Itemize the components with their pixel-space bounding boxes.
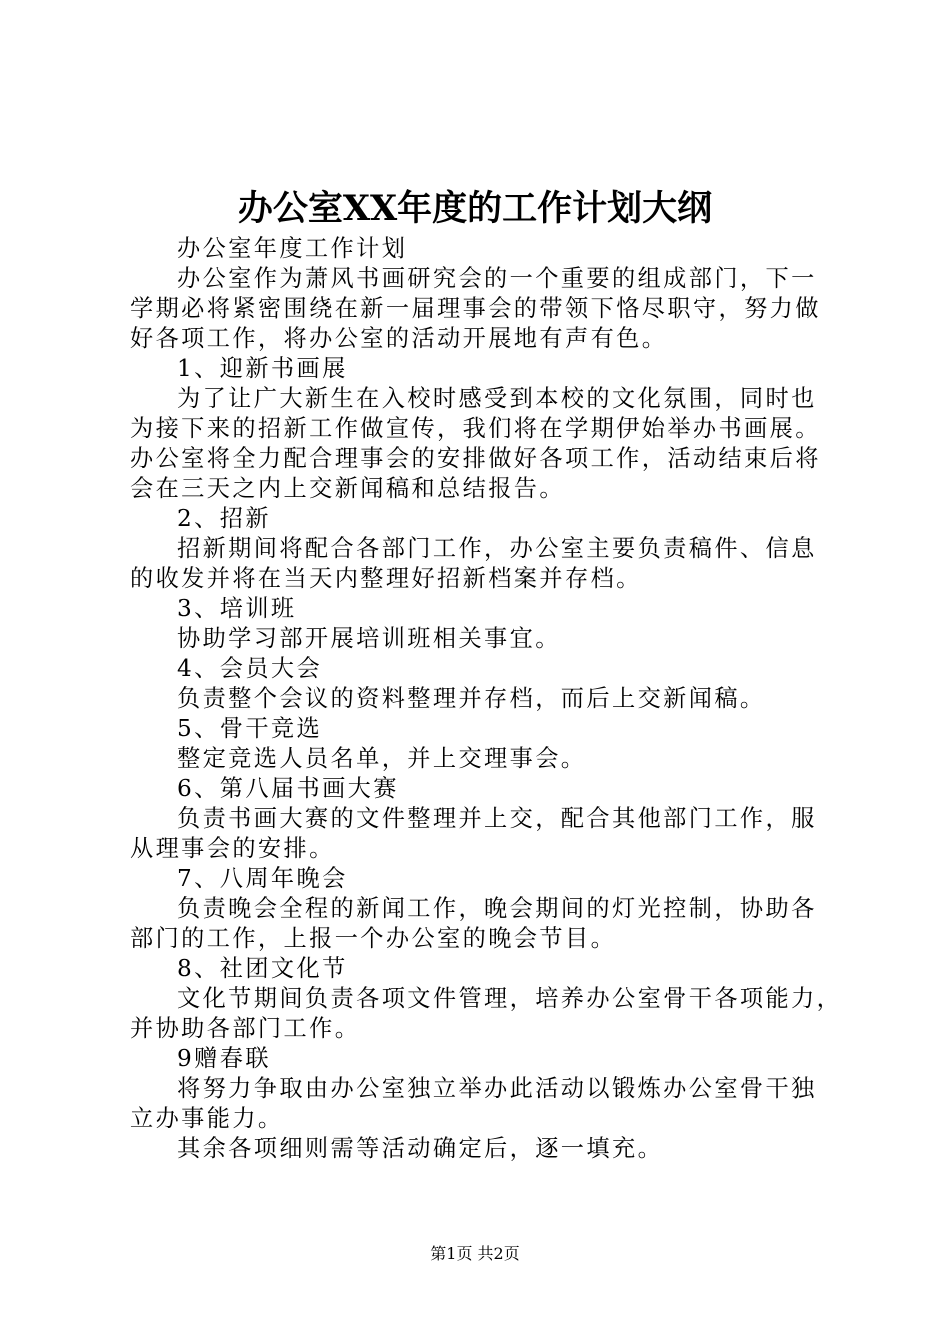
body-line: 立办事能力。 xyxy=(130,1105,284,1132)
body-line: 从理事会的安排。 xyxy=(130,835,335,862)
body-line: 办公室年度工作计划 xyxy=(177,235,408,262)
section-heading: 2、招新 xyxy=(177,505,271,532)
body-line: 办公室将全力配合理事会的安排做好各项工作，活动结束后将 xyxy=(130,445,821,472)
section-heading: 8、社团文化节 xyxy=(177,955,348,982)
body-line: 为了让广大新生在入校时感受到本校的文化氛围，同时也 xyxy=(177,385,817,412)
body-line: 负责晚会全程的新闻工作，晚会期间的灯光控制，协助各 xyxy=(177,895,817,922)
section-heading: 7、八周年晚会 xyxy=(177,865,348,892)
section-heading: 6、第八届书画大赛 xyxy=(177,775,399,802)
body-line: 会在三天之内上交新闻稿和总结报告。 xyxy=(130,475,565,502)
body-line: 将努力争取由办公室独立举办此活动以锻炼办公室骨干独 xyxy=(177,1075,817,1102)
section-heading: 4、会员大会 xyxy=(177,655,323,682)
body-line: 文化节期间负责各项文件管理，培养办公室骨干各项能力， xyxy=(177,985,843,1012)
section-heading: 1、迎新书画展 xyxy=(177,355,348,382)
body-line: 办公室作为萧风书画研究会的一个重要的组成部门，下一 xyxy=(177,265,817,292)
body-line: 协助学习部开展培训班相关事宜。 xyxy=(177,625,561,652)
body-line: 招新期间将配合各部门工作，办公室主要负责稿件、信息 xyxy=(177,535,817,562)
body-line: 负责整个会议的资料整理并存档，而后上交新闻稿。 xyxy=(177,685,766,712)
page-footer: 第1页 共2页 xyxy=(430,1244,520,1263)
section-heading: 3、培训班 xyxy=(177,595,297,622)
body-line: 好各项工作，将办公室的活动开展地有声有色。 xyxy=(130,325,668,352)
body-line: 为接下来的招新工作做宣传，我们将在学期伊始举办书画展。 xyxy=(130,415,821,442)
body-line: 并协助各部门工作。 xyxy=(130,1015,361,1042)
body-line: 其余各项细则需等活动确定后，逐一填充。 xyxy=(177,1135,664,1162)
body-line: 的收发并将在当天内整理好招新档案并存档。 xyxy=(130,565,642,592)
body-line: 部门的工作，上报一个办公室的晚会节目。 xyxy=(130,925,617,952)
body-line: 学期必将紧密围绕在新一届理事会的带领下恪尽职守，努力做 xyxy=(130,295,821,322)
section-heading: 9赠春联 xyxy=(177,1045,271,1072)
body-line: 整定竞选人员名单，并上交理事会。 xyxy=(177,745,587,772)
section-heading: 5、骨干竞选 xyxy=(177,715,323,742)
document-body xyxy=(130,234,842,1164)
document-title: 办公室XX年度的工作计划大纲 xyxy=(237,188,713,229)
body-line: 负责书画大赛的文件整理并上交，配合其他部门工作，服 xyxy=(177,805,817,832)
